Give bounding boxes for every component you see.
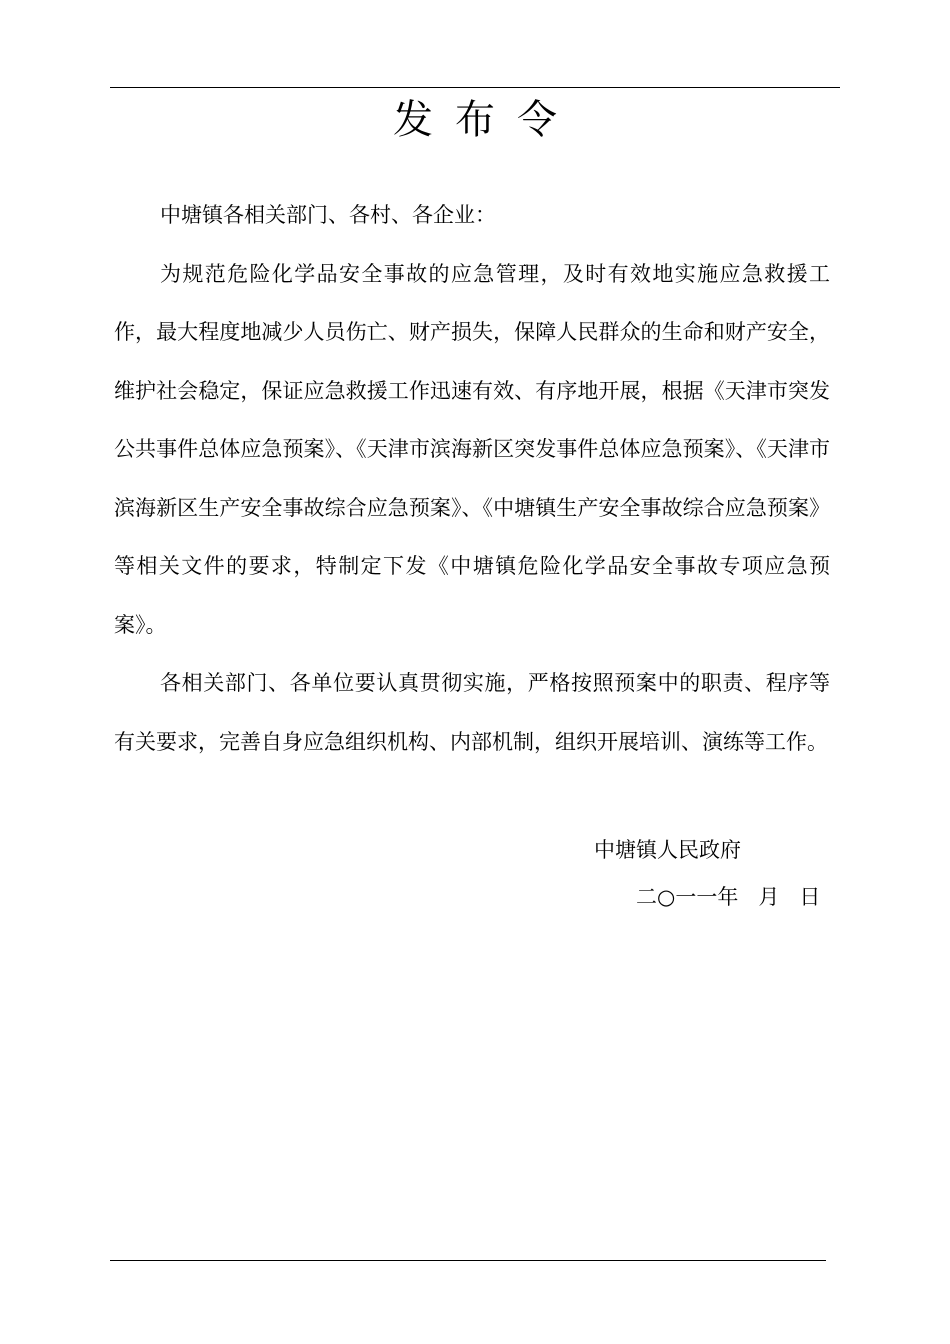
header-rule — [110, 87, 840, 88]
paragraph-2: 各相关部门、各单位要认真贯彻实施，严格按照预案中的职责、程序等有关要求，完善自身应急组织机构、内部机制，组织开展培训、演练等工作。 — [114, 671, 830, 754]
signature-organization: 中塘镇人民政府 — [594, 838, 741, 862]
paragraph-1: 为规范危险化学品安全事故的应急管理，及时有效地实施应急救援工作，最大程度地减少人员伤亡、财产损失，保障人民群众的生命和财产安全，维护社会稳定，保证应急救援工作迅速有效、有序地开展，根据《天津市突发公共事件总体应急预案》、《天津市滨海新区突发事件总体应急预案》、《天津市滨海新区生产安全事故综合应急预案》、《中塘镇生产安全事故综合应急预案》等相关文件的要求，特制定下发《中塘镇危险化学品安全事故专项应急预案》。 — [114, 261, 830, 637]
footer-rule — [110, 1260, 826, 1261]
signature-date: 二○一一年 月 日 — [636, 885, 821, 909]
salutation: 中塘镇各相关部门、各村、各企业： — [160, 203, 496, 227]
document-title: 发布令 — [393, 97, 579, 143]
document-body — [114, 186, 830, 771]
